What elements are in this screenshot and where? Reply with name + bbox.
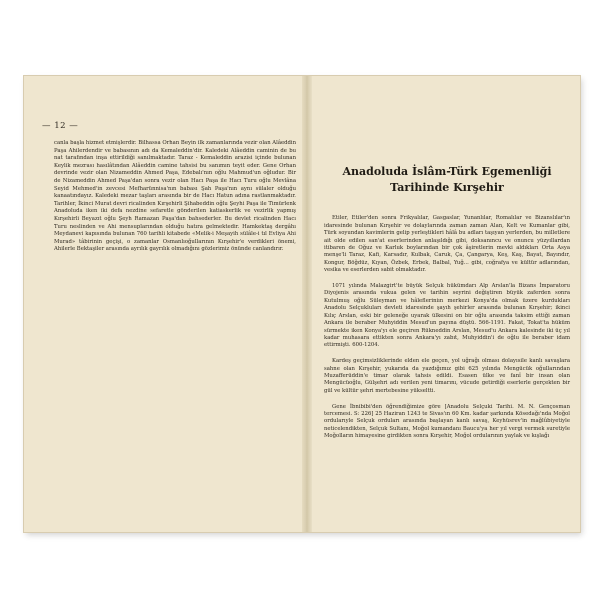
paragraph-2: 1071 yılında Malazgirt'te büyük Selçuk hükümdarı Alp Arslan'la Bizans İmparatoru Diyojenis arasında vukua gelen ve tarihin seyrini değiştiren büyük zaferden sonra Kutulmuş oğlu Süleyman ve hâlefleriniın merkezi Konya'da olmak üzere kurdukları Anadolu Selçukluları devleti idaresinde şayıh şehirler arasında bulunan Kırşehir; ikinci Kılıç Arslan, eski bir geleneğe uyarak ülkesini on bir oğlu arasında taksim ettiği zaman Ankara ile beraber Muhyiddin Mesud'un payına düştü. 566-1191. Fakat, Tokat'ta hüküm sürmekte iken Konya'yı ele geçiren Rükneddin Arslan, Mesud'u Ankara kalesinde iki üç yıl kadar muhasara ettikten sonra Ankara'yı zabıt, Muhyiddin'i de oğlu ile beraber idam ettirmişti. 600-1204. (324, 283, 570, 349)
book-gutter (302, 76, 312, 532)
left-page (24, 76, 302, 532)
chapter-title-line-2: Tarihinde Kırşehir (390, 181, 504, 194)
right-page-body (324, 208, 570, 449)
paragraph-3: Kardeş geçimsizliklerinde elden ele geçen, yol uğrağı olması dolayısile kanlı savaşlara sahne olan Kırşehir, yukarıda da yazdığımız gibi 625 yılında Mengücük oğullarından Muzafferüddin'e timar olarak tahsis edildi. Esasen ülke ve fanî bir insan olan Mengücüoğlu, Gülşehri adı verilen yeni timarını, vücude getirdiği eserlerle gerçekten bir gül ve kültür şehri mertebesine yükseltti. (324, 358, 570, 394)
book-spread (24, 76, 580, 532)
paragraph-4: Gene İbnibibi'den öğrendiğimize göre [Anadolu Selçuki Tarihi. M. N. Gençosman tercemesi. S: 226] 25 Haziran 1243 te Sivas'ın 60 Km. kadar şarkında Kösedağı'nda Moğol ordularıyle Selçuk orduları arasında başlayan kanlı savaş, Keyhüsrev'in mağlûbiyetiyle neticelendikten, Selçuk Sultanı, Moğol kumandanı Baucu'ya her yıl vergi vermek suretiyle Moğolların himayesine girdikten sonra Kırşehir, Moğol ordularının yaylak ve kışlağı (324, 403, 570, 440)
chapter-title (322, 164, 572, 196)
page-number: — 12 — (42, 121, 79, 131)
chapter-title-line-1: Anadoluda İslâm-Türk Egemenliği (342, 165, 552, 178)
right-page (312, 76, 580, 532)
paragraph-1: Etiler, Etiler'den sonra Frikyalılar, Gasgaslar, Yunanlılar, Romalılar ve Bizanslılar'ın idaresinde bulunan Kırşehir ve dolaylarında zaman zaman Alan, Kelt ve Kumanlar gibi, Türk soyundan kavimlerin gelip yerleştikleri hâlâ bu adları taşıyan yerlerden, bu milletlere ait olde edilen san'at eserlerinden anlaşıldığı gibi, doksanıncu ve onuncu yüzyıllardan itibaren de Oğuz ve Karluk boylarından bir çok âşiretlerin mevki aldıkları Orta Asya menşe'li Taraz, Kafi, Karsadır, Kulbak, Caruk, Ça, Çangarya, Keş, Kaş, Bayat, Bayındır, Kongur, Böğdüz, Kıyan, Özbek, Erbek, Balbal, Yuğ... gibi, coğrafya ve kültür adlarından, vesika ve eserlerden sabit olmaktadır. (324, 215, 570, 274)
left-page-paragraph: canla başla hizmet etmişlerdir. Bilhassa Orhan Beyin ilk zamanlarında vezir olan Alâeddin Paşa Ahilerdendir ve babasının adı da Kemaleddin'dir. Kaledeki Alâeddin caminin de bu nat tarafından inşa ettirildiği sanılmaktadır. Taraz - Kemaleddin arazisi içinde bulunan Keylik mezrası hasılâtından Alâeddin camine tahsisi bu sanımın teyit eder. Gene Orhan devrinde vezir olan Nizameddin Ahmed Paşa, Edebalı'nın oğlu Mahmud'un oğludur. Bir de Nizameddin Ahmed Paşa'dan sonra vezir olan Hacı Paşa ile Hacı Turu oğlu Mevlâna Seyid Mehmed'in zevcesi Mefharünnisa'nın babası Şah Paşa'nın aynı sülaler olduğu kanaatındayız. Kaledeki mezar taşları arasında bir de Hacı Hatun adına rastlanmaktadır. Tarihler, İkinci Murat devri ricalinden Kırşehirli Şihabeddin oğlu Şeyhi Paşa ile Timürlenk Anadoluda iken iki defa nezdine sefaretle gönderilen katiaskerlik ve vezirlik yapmış Kırşehirli Beyazıt oğlu Şeyh Ramazan Paşa'dan bahsederler. Bu devlet ricalinden Hacı Turu neslinden ve Ahi mensuplarından olduğu hatıra gelmektedir. Hamkektaş dergâhı Meydanevi kapısında bulunan 760 tarihli kitabede «Melik-i Meşayih sülâle-i tıl Evliya Ahi Murad» tâbirinin geçişi, o zamanlar Osmanlıoğullarının Kırşehir'e verdikleri önemi, Ahilerle Bektaşiler arasında ayrılık gayrılık olmadığını gözlerimiz önünde canlandırır. (54, 140, 296, 253)
